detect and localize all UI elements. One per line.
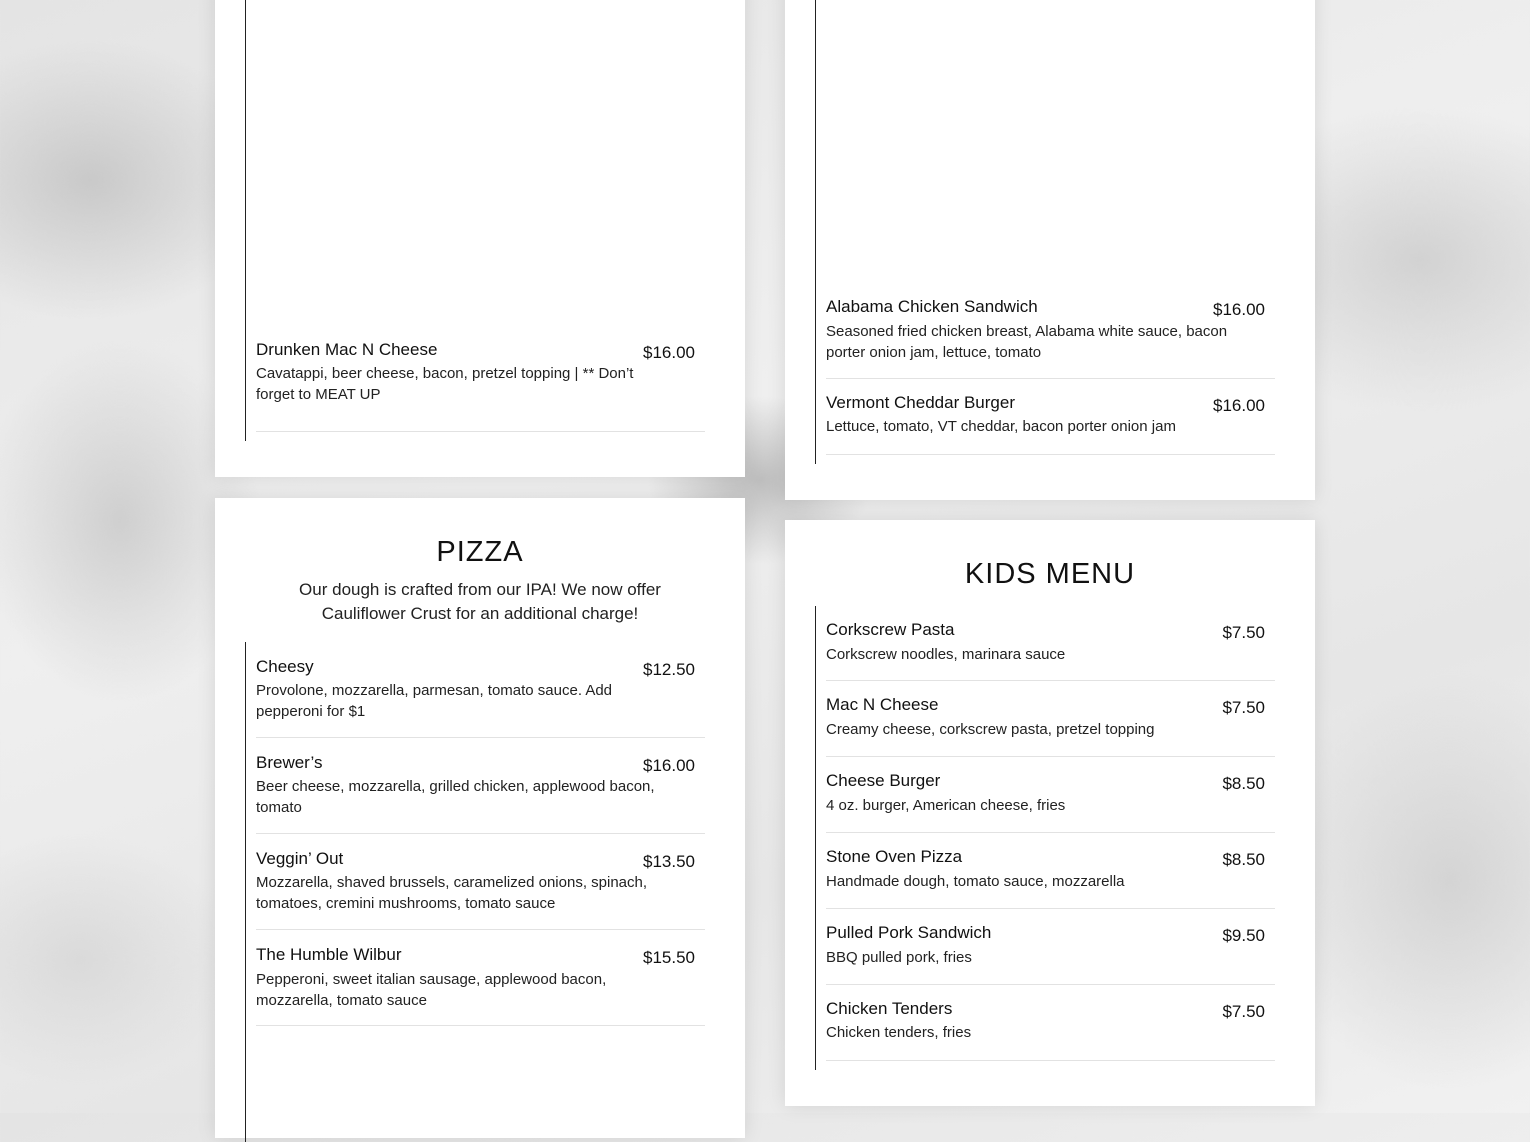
menu-item [826, 833, 1275, 909]
item-name: Vermont Cheddar Burger [826, 393, 1015, 412]
item-name: Corkscrew Pasta [826, 620, 955, 639]
menu-list [245, 642, 705, 1142]
item-description: BBQ pulled pork, fries [826, 949, 972, 966]
menu-item [826, 909, 1275, 985]
item-price: $8.50 [1222, 774, 1265, 793]
item-description: 4 oz. burger, American cheese, fries [826, 797, 1066, 814]
menu-item [256, 834, 705, 930]
item-name: Brewer’s [256, 753, 323, 772]
item-name: Alabama Chicken Sandwich [826, 297, 1038, 316]
item-price: $7.50 [1222, 698, 1265, 717]
item-description: Lettuce, tomato, VT cheddar, bacon porter onion jam [826, 418, 1176, 435]
section-title: KIDS MENU [964, 558, 1136, 590]
menu-card-kids [785, 520, 1315, 1106]
item-description: Corkscrew noodles, marinara sauce [826, 646, 1066, 663]
menu-item [826, 606, 1275, 681]
item-name: Chicken Tenders [826, 999, 953, 1018]
item-name: Drunken Mac N Cheese [256, 340, 438, 359]
item-price: $16.00 [643, 756, 695, 775]
menu-item [826, 757, 1275, 833]
menu-item [826, 282, 1275, 379]
item-description: Chicken tenders, fries [826, 1024, 972, 1041]
menu-item [256, 930, 705, 1026]
item-description: Seasoned fried chicken breast, Alabama white sauce, bacon porter onion jam, lettuce, tomato [826, 323, 1228, 361]
menu-item [826, 681, 1275, 757]
menu-list [815, 0, 1275, 464]
menu-card-right-top [785, 0, 1315, 500]
item-price: $8.50 [1222, 850, 1265, 869]
section-intro: Our dough is crafted from our IPA! We now offer Cauliflower Crust for an additional charge! [299, 580, 661, 623]
item-description: Handmade dough, tomato sauce, mozzarella [826, 873, 1125, 890]
item-price: $16.00 [643, 343, 695, 362]
menu-item [826, 985, 1275, 1061]
menu-list [245, 0, 705, 441]
item-price: $15.50 [643, 948, 695, 967]
menu-list [815, 606, 1275, 1070]
item-description: Pepperoni, sweet italian sausage, applewood bacon, mozzarella, tomato sauce [256, 971, 607, 1009]
item-price: $12.50 [643, 660, 695, 679]
item-price: $7.50 [1222, 623, 1265, 642]
item-name: Cheese Burger [826, 771, 941, 790]
item-name: Stone Oven Pizza [826, 847, 963, 866]
item-price: $9.50 [1222, 926, 1265, 945]
item-price: $16.00 [1213, 396, 1265, 415]
item-name: Cheesy [256, 657, 314, 676]
menu-item [256, 738, 705, 834]
item-price: $7.50 [1222, 1002, 1265, 1021]
item-description: Cavatappi, beer cheese, bacon, pretzel topping | ** Don’t forget to MEAT UP [256, 365, 634, 403]
item-description: Mozzarella, shaved brussels, caramelized onions, spinach, tomatoes, cremini mushrooms, tomato sauce [256, 874, 648, 912]
item-name: Veggin’ Out [256, 849, 344, 868]
item-price: $16.00 [1213, 300, 1265, 319]
menu-card-left-top [215, 0, 745, 477]
item-name: Mac N Cheese [826, 695, 939, 714]
item-name: The Humble Wilbur [256, 945, 402, 964]
menu-item [256, 642, 705, 738]
item-price: $13.50 [643, 852, 695, 871]
menu-card-pizza [215, 498, 745, 1138]
item-description: Provolone, mozzarella, parmesan, tomato sauce. Add pepperoni for $1 [256, 682, 613, 720]
item-description: Creamy cheese, corkscrew pasta, pretzel topping [826, 721, 1155, 738]
item-description: Beer cheese, mozzarella, grilled chicken, applewood bacon, tomato [256, 778, 655, 816]
section-title: PIZZA [436, 536, 524, 568]
menu-item [256, 331, 705, 432]
menu-item [826, 379, 1275, 455]
item-name: Pulled Pork Sandwich [826, 923, 992, 942]
